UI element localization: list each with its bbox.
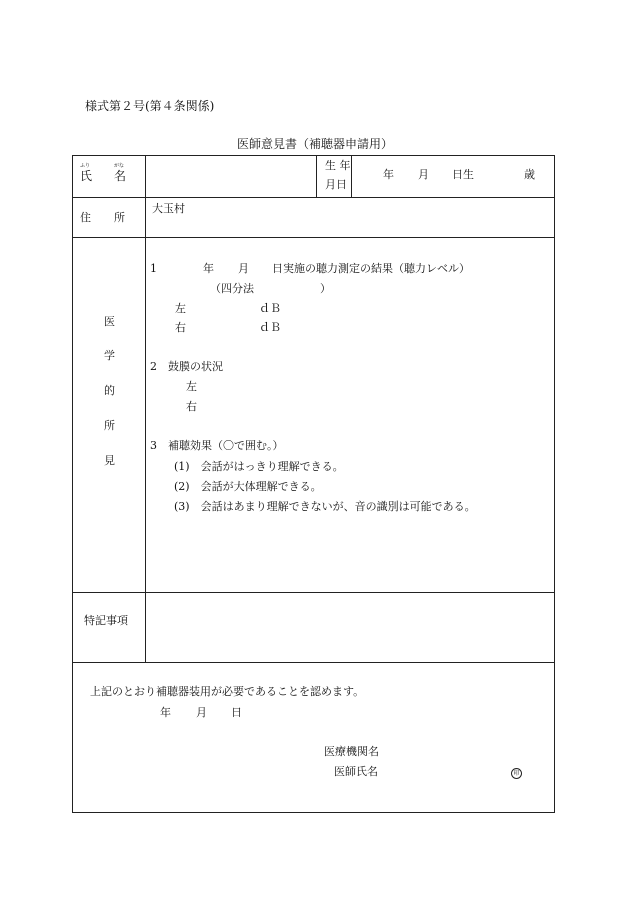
- age-label: 歳: [524, 168, 535, 181]
- item1-text: 日実施の聴力測定の結果（聴力レベル）: [272, 262, 470, 275]
- eardrum-right-label: 右: [186, 400, 197, 413]
- certification-statement: 上記のとおり補聴器装用が必要であることを認めます。: [90, 685, 365, 698]
- hearing-right-unit: ｄＢ: [259, 321, 281, 334]
- medical-label-char: 的: [104, 384, 115, 397]
- item3-option: (3) 会話はあまり理解できないが、音の識別は可能である。: [174, 500, 476, 513]
- cert-month-label: 月: [196, 706, 207, 719]
- medical-label-char: 見: [104, 454, 115, 467]
- medical-label-char: 学: [104, 349, 115, 362]
- name-label-1: 氏: [80, 169, 93, 183]
- special-remarks-label: 特記事項: [84, 614, 128, 627]
- label-column-divider: [145, 155, 146, 663]
- table-border-right: [554, 155, 555, 813]
- table-border-bottom: [72, 812, 555, 813]
- medical-label-char: 医: [104, 315, 115, 328]
- doctor-name-label: 医師氏名: [334, 765, 378, 778]
- birth-label-divider-left: [316, 155, 317, 197]
- hearing-left-label: 左: [175, 302, 186, 315]
- birth-label-2: 月日: [325, 178, 347, 191]
- name-ruby-1: ふり: [80, 163, 91, 169]
- name-ruby-2: がな: [114, 163, 125, 169]
- birth-year-label: 年: [383, 168, 394, 181]
- address-label-2: 所: [114, 211, 125, 224]
- birth-label-divider-right: [351, 155, 352, 197]
- item1-number: 1: [150, 262, 157, 275]
- address-label-1: 住: [80, 211, 91, 224]
- address-value: 大玉村: [152, 202, 185, 215]
- document-title: 医師意見書（補聴器申請用）: [236, 137, 393, 151]
- form-number: 様式第２号(第４条関係): [85, 99, 215, 113]
- hearing-left-unit: ｄＢ: [259, 302, 281, 315]
- item1-month: 月: [238, 262, 249, 275]
- table-border-left: [72, 155, 73, 813]
- hearing-right-label: 右: [175, 321, 186, 334]
- cert-year-label: 年: [160, 706, 171, 719]
- item3-heading: 3 補聴効果（〇で囲む。）: [150, 439, 284, 452]
- eardrum-left-label: 左: [186, 380, 197, 393]
- birth-day-label: 日生: [452, 168, 474, 181]
- birth-label-1: 生 年: [325, 159, 351, 172]
- birth-month-label: 月: [418, 168, 429, 181]
- item1-method: （四分法 ）: [210, 282, 331, 295]
- medical-label-char: 所: [104, 419, 115, 432]
- item3-option: (1) 会話がはっきり理解できる。: [174, 460, 344, 473]
- cert-day-label: 日: [231, 706, 242, 719]
- seal-icon: 印: [511, 768, 522, 779]
- institution-label: 医療機関名: [324, 745, 379, 758]
- name-label-2: 名: [114, 169, 127, 183]
- item3-option: (2) 会話が大体理解できる。: [174, 480, 322, 493]
- item2-heading: 2 鼓膜の状況: [150, 360, 223, 373]
- item1-year: 年: [203, 262, 214, 275]
